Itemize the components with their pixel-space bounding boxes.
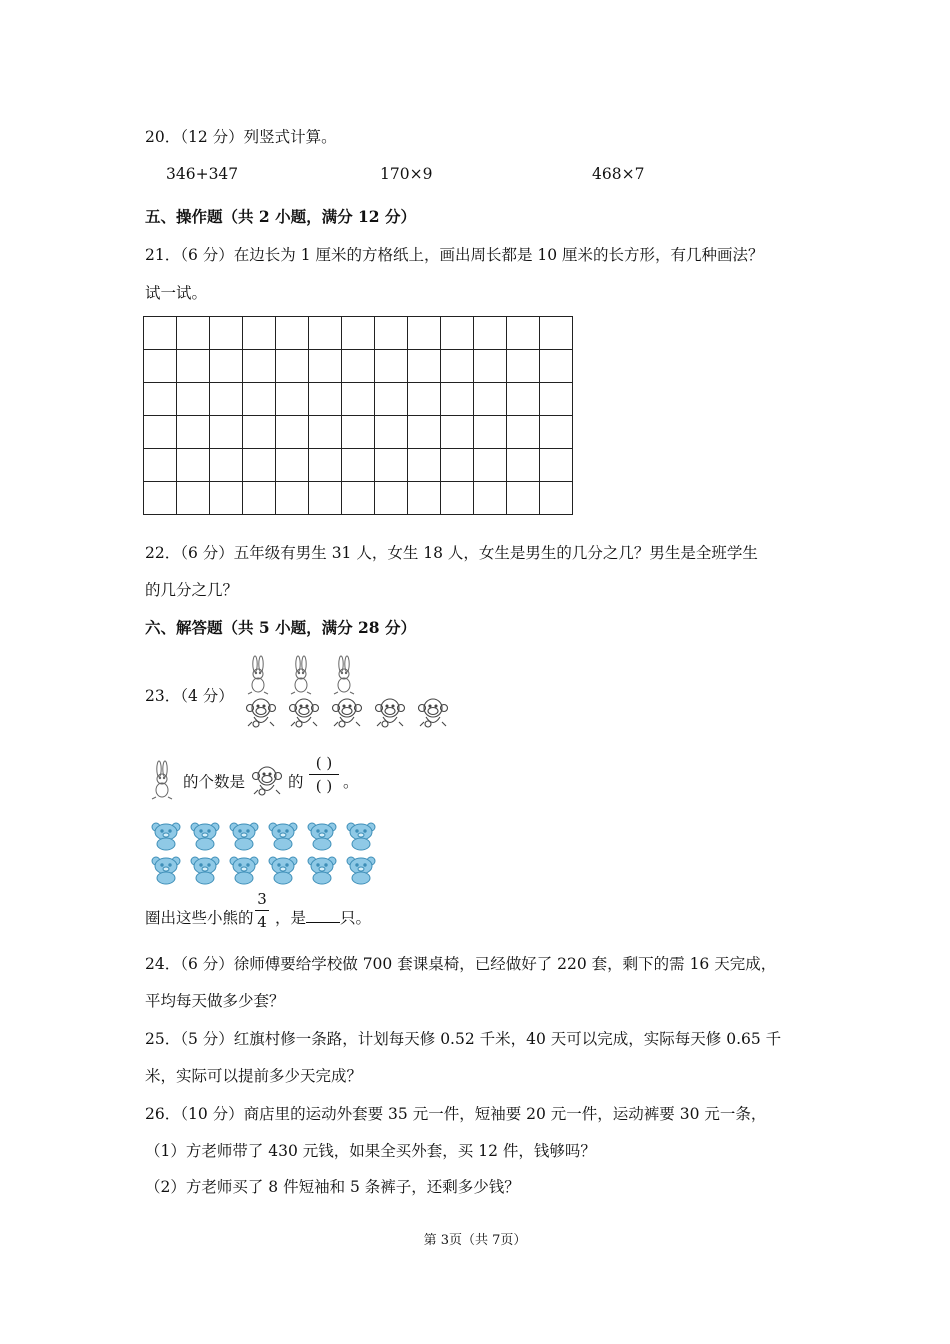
grid-cell: [474, 350, 507, 383]
grid-cell: [177, 350, 210, 383]
grid-cell: [144, 383, 177, 416]
q23-sentence-mid: 的个数是: [183, 773, 246, 791]
grid-cell: [342, 449, 375, 482]
grid-cell: [276, 383, 309, 416]
grid-cell: [276, 449, 309, 482]
rabbit-icon: [287, 655, 315, 699]
bear-icon: [227, 855, 261, 889]
q23-circle-suffix: 只。: [340, 909, 372, 927]
grid-cell: [177, 416, 210, 449]
grid-cell: [309, 482, 342, 515]
grid-cell: [210, 416, 243, 449]
q20-item-3: 468×7: [592, 165, 645, 183]
grid-cell: [375, 482, 408, 515]
bear-icon: [188, 821, 222, 855]
grid-row: [144, 383, 573, 416]
monkey-icon: [244, 696, 278, 734]
grid-cell: [276, 350, 309, 383]
q20-item-2: 170×9: [380, 165, 433, 183]
grid-cell: [144, 482, 177, 515]
grid-cell: [540, 416, 573, 449]
grid-cell: [243, 416, 276, 449]
monkey-icon: [373, 696, 407, 734]
bear-icon: [266, 855, 300, 889]
grid-cell: [309, 317, 342, 350]
grid-cell: [210, 317, 243, 350]
grid-cell: [441, 383, 474, 416]
grid-cell: [474, 383, 507, 416]
grid-cell: [177, 383, 210, 416]
page-footer: 第 3页（共 7页）: [423, 1233, 527, 1248]
rabbit-icon: [330, 655, 358, 699]
bear-icon: [266, 821, 300, 855]
q20-item-1: 346+347: [166, 165, 239, 183]
q26-sub1: （1）方老师带了 430 元钱，如果全买外套，买 12 件，钱够吗？: [145, 1142, 596, 1160]
grid-cell: [474, 482, 507, 515]
grid-cell: [210, 383, 243, 416]
fraction-denominator: 4: [257, 913, 267, 931]
grid-cell: [243, 482, 276, 515]
grid-cell: [177, 317, 210, 350]
grid-cell: [342, 317, 375, 350]
grid-cell: [375, 449, 408, 482]
grid-cell: [540, 383, 573, 416]
three-quarters-fraction: [255, 888, 269, 933]
grid-row: [144, 482, 573, 515]
grid-cell: [276, 416, 309, 449]
grid-cell: [375, 350, 408, 383]
fraction-numerator: ( ): [315, 754, 333, 772]
grid-cell: [540, 350, 573, 383]
grid-cell: [309, 416, 342, 449]
q23-circle-answer: [275, 906, 371, 928]
grid-cell: [243, 449, 276, 482]
grid-cell: [342, 383, 375, 416]
q21-line1: 21．（6 分）在边长为 1 厘米的方格纸上，画出周长都是 10 厘米的长方形，有几种画法？: [145, 246, 764, 264]
grid-cell: [507, 449, 540, 482]
q22-line2: 的几分之几？: [145, 581, 239, 599]
grid-cell: [177, 449, 210, 482]
q25-line2: 米，实际可以提前多少天完成？: [145, 1067, 363, 1085]
grid-cell: [507, 383, 540, 416]
q23-sentence-de: 的: [288, 773, 304, 791]
bear-icon: [149, 855, 183, 889]
grid-cell: [507, 482, 540, 515]
grid-row: [144, 449, 573, 482]
q26-line1: 26．（10 分）商店里的运动外套要 35 元一件，短袖要 20 元一件，运动裤要 30 元一条，: [145, 1105, 767, 1123]
q23-circle-mid: ，是: [275, 909, 307, 927]
q22-line1: 22．（6 分）五年级有男生 31 人，女生 18 人，女生是男生的几分之几？男生是全班学生: [145, 544, 758, 562]
grid-cell: [144, 317, 177, 350]
grid-cell: [507, 350, 540, 383]
grid-cell: [507, 416, 540, 449]
grid-cell: [540, 449, 573, 482]
grid-cell: [342, 350, 375, 383]
grid-cell: [441, 317, 474, 350]
grid-cell: [408, 482, 441, 515]
grid-cell: [210, 449, 243, 482]
grid-cell: [408, 416, 441, 449]
grid-cell: [342, 416, 375, 449]
grid-cell: [210, 350, 243, 383]
bear-icon: [305, 821, 339, 855]
section6-heading: 六、解答题（共 5 小题，满分 28 分）: [145, 618, 416, 637]
bear-icon: [305, 855, 339, 889]
grid-cell: [210, 482, 243, 515]
monkey-icon: [287, 696, 321, 734]
grid-cell: [309, 383, 342, 416]
q26-sub2: （2）方老师买了 8 件短袖和 5 条裤子，还剩多少钱？: [145, 1178, 520, 1196]
grid-cell: [474, 317, 507, 350]
bear-icon: [227, 821, 261, 855]
grid-cell: [441, 416, 474, 449]
fraction-denominator: ( ): [315, 777, 333, 795]
square-grid: [143, 316, 573, 515]
monkey-icon: [250, 764, 284, 802]
grid-cell: [243, 383, 276, 416]
grid-cell: [408, 383, 441, 416]
grid-cell: [276, 317, 309, 350]
grid-cell: [441, 482, 474, 515]
grid-cell: [507, 317, 540, 350]
grid-cell: [276, 482, 309, 515]
grid-cell: [375, 416, 408, 449]
grid-cell: [540, 482, 573, 515]
grid-row: [144, 317, 573, 350]
q23-fraction: [309, 752, 339, 797]
answer-blank[interactable]: [306, 908, 340, 923]
grid-cell: [342, 482, 375, 515]
grid-cell: [540, 317, 573, 350]
grid-cell: [309, 449, 342, 482]
grid-cell: [243, 350, 276, 383]
grid-cell: [144, 350, 177, 383]
grid-cell: [408, 350, 441, 383]
monkey-icon: [416, 696, 450, 734]
grid-cell: [375, 317, 408, 350]
grid-cell: [474, 449, 507, 482]
grid-cell: [408, 317, 441, 350]
q21-line2: 试一试。: [145, 284, 208, 302]
grid-cell: [144, 449, 177, 482]
grid-row: [144, 350, 573, 383]
monkey-icon: [330, 696, 364, 734]
q23-circle-prefix: 圈出这些小熊的: [145, 909, 254, 927]
rabbit-icon: [148, 760, 176, 804]
fraction-numerator: 3: [257, 890, 267, 908]
q24-line1: 24．（6 分）徐师傅要给学校做 700 套课桌椅，已经做好了 220 套，剩下的需 16 天完成，: [145, 955, 777, 973]
grid-cell: [243, 317, 276, 350]
grid-cell: [441, 449, 474, 482]
grid-row: [144, 416, 573, 449]
grid-cell: [177, 482, 210, 515]
q20-title: 20．（12 分）列竖式计算。: [145, 128, 337, 146]
grid-cell: [441, 350, 474, 383]
q25-line1: 25．（5 分）红旗村修一条路，计划每天修 0.52 千米，40 天可以完成，实际每天修 0.65 千: [145, 1030, 782, 1048]
grid-cell: [144, 416, 177, 449]
rabbit-icon: [244, 655, 272, 699]
q23-period: 。: [343, 773, 359, 791]
grid-cell: [408, 449, 441, 482]
grid-cell: [309, 350, 342, 383]
bear-icon: [344, 821, 378, 855]
section5-heading: 五、操作题（共 2 小题，满分 12 分）: [145, 207, 416, 226]
grid-cell: [375, 383, 408, 416]
grid-cell: [474, 416, 507, 449]
bear-icon: [344, 855, 378, 889]
bear-icon: [149, 821, 183, 855]
q23-label: 23．（4 分）: [145, 687, 234, 705]
bear-icon: [188, 855, 222, 889]
q24-line2: 平均每天做多少套？: [145, 992, 285, 1010]
